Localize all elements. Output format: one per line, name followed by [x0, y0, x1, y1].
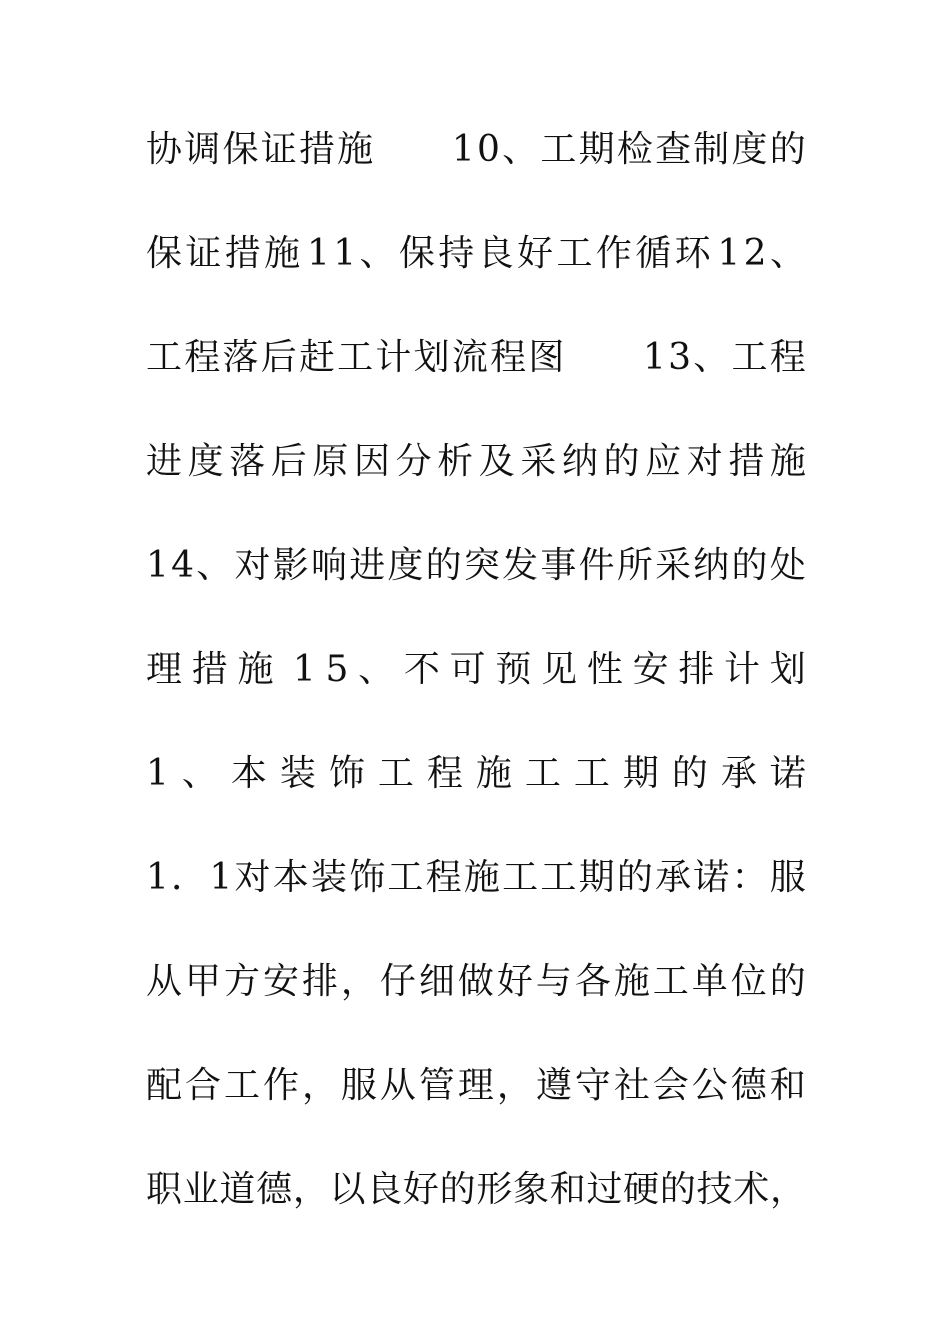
text-line-8: 1 ． 1 对 本 装 饰 工 程 施 工 工 期 的 承 诺 ： 服	[146, 857, 806, 898]
text-line-10: 配 合 工 作 ， 服 从 管 理 ， 遵 守 社 会 公 德 和	[146, 1065, 806, 1106]
text-line-2: 保 证 措 施 1 1 、 保 持 良 好 工 作 循 环 1 2 、	[146, 233, 806, 274]
text-line-11: 职 业 道 德 ， 以 良 好 的 形 象 和 过 硬 的 技 术 ，	[146, 1169, 806, 1210]
text-line-3: 工 程 落 后 赶 工 计 划 流 程 图 1 3 、 工 程	[146, 337, 806, 378]
text-line-7: 1 、 本 装 饰 工 程 施 工 工 期 的 承 诺	[146, 753, 806, 794]
text-line-1: 协 调 保 证 措 施 1 0 、 工 期 检 查 制 度 的	[146, 129, 806, 170]
text-line-4: 进 度 落 后 原 因 分 析 及 采 纳 的 应 对 措 施	[146, 441, 806, 482]
text-line-6: 理 措 施 1 5 、 不 可 预 见 性 安 排 计 划	[146, 649, 806, 690]
body-text	[146, 120, 806, 1264]
text-line-9: 从 甲 方 安 排 ， 仔 细 做 好 与 各 施 工 单 位 的	[146, 961, 806, 1002]
text-line-5: 1 4 、 对 影 响 进 度 的 突 发 事 件 所 采 纳 的 处	[146, 545, 806, 586]
